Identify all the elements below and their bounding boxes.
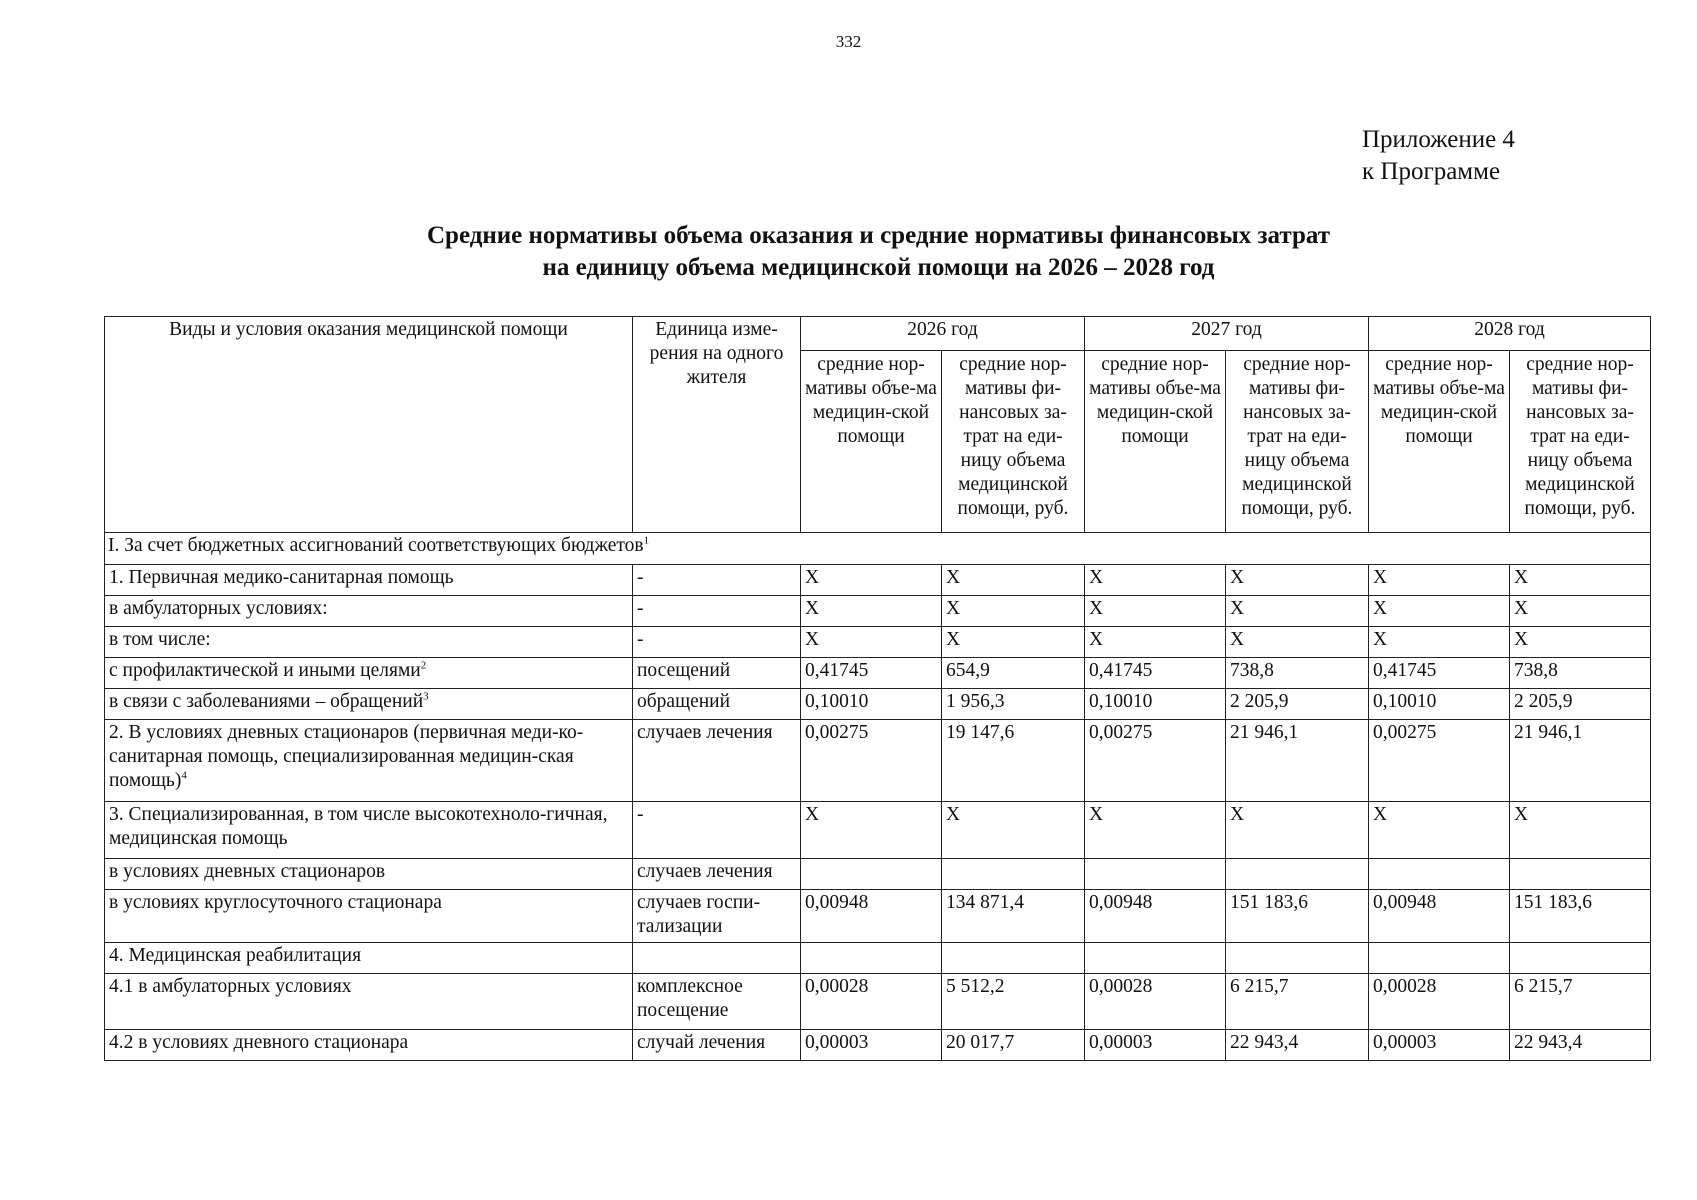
cell-cost-2028: X bbox=[1510, 802, 1651, 859]
cell-volume-2028: X bbox=[1369, 565, 1510, 596]
cell-volume-2027: 0,00275 bbox=[1085, 720, 1226, 802]
cell-volume-2026: 0,00003 bbox=[801, 1030, 942, 1061]
header-year-2027: 2027 год bbox=[1085, 317, 1369, 351]
row-name: 1. Первичная медико-санитарная помощь bbox=[105, 565, 633, 596]
row-name: 4.1 в амбулаторных условиях bbox=[105, 974, 633, 1030]
cell-volume-2027 bbox=[1085, 859, 1226, 890]
header-unit: Единица изме-рения на одного жителя bbox=[633, 317, 801, 533]
cell-cost-2027: X bbox=[1226, 565, 1369, 596]
table-row bbox=[105, 890, 1651, 943]
cell-volume-2026: X bbox=[801, 802, 942, 859]
cell-volume-2026: 0,00275 bbox=[801, 720, 942, 802]
cell-cost-2028: 738,8 bbox=[1510, 658, 1651, 689]
cell-volume-2027: 0,00003 bbox=[1085, 1030, 1226, 1061]
header-cost-2027: средние нор-мативы фи-нансовых за-трат на еди-ницу объема медицинской помощи, руб. bbox=[1226, 351, 1369, 533]
table-row bbox=[105, 974, 1651, 1030]
page-number: 332 bbox=[835, 32, 862, 51]
appendix-line-1: Приложение 4 bbox=[1362, 126, 1515, 153]
cell-volume-2026: 0,10010 bbox=[801, 689, 942, 720]
cell-cost-2026: 1 956,3 bbox=[942, 689, 1085, 720]
header-year-2028: 2028 год bbox=[1369, 317, 1651, 351]
header-types: Виды и условия оказания медицинской помощи bbox=[105, 317, 633, 533]
footnote-mark: 1 bbox=[643, 534, 650, 547]
cell-cost-2026: X bbox=[942, 565, 1085, 596]
row-unit: случаев лечения bbox=[633, 859, 801, 890]
cell-volume-2028: X bbox=[1369, 596, 1510, 627]
appendix-label bbox=[1362, 124, 1515, 188]
cell-volume-2027: 0,41745 bbox=[1085, 658, 1226, 689]
cell-cost-2028: X bbox=[1510, 565, 1651, 596]
row-unit: - bbox=[633, 565, 801, 596]
document-title bbox=[0, 220, 1697, 284]
row-name: 4. Медицинская реабилитация bbox=[105, 943, 633, 974]
header-row-years bbox=[105, 317, 1651, 351]
cell-cost-2026: X bbox=[942, 802, 1085, 859]
row-unit: - bbox=[633, 802, 801, 859]
cell-volume-2028: X bbox=[1369, 802, 1510, 859]
cell-cost-2026: 654,9 bbox=[942, 658, 1085, 689]
cell-volume-2028: 0,00028 bbox=[1369, 974, 1510, 1030]
section-label: I. За счет бюджетных ассигнований соответствующих бюджетов$^1$ bbox=[105, 533, 1651, 565]
cell-cost-2028: 2 205,9 bbox=[1510, 689, 1651, 720]
cell-volume-2027: 0,00948 bbox=[1085, 890, 1226, 943]
row-unit: - bbox=[633, 596, 801, 627]
cell-volume-2026: 0,00028 bbox=[801, 974, 942, 1030]
row-name: в том числе: bbox=[105, 627, 633, 658]
cell-cost-2028 bbox=[1510, 859, 1651, 890]
cell-cost-2026: 19 147,6 bbox=[942, 720, 1085, 802]
row-name: в условиях дневных стационаров bbox=[105, 859, 633, 890]
title-line-2: на единицу объема медицинской помощи на 2026 – 2028 год bbox=[542, 254, 1215, 281]
header-year-2026: 2026 год bbox=[801, 317, 1085, 351]
cell-cost-2026: X bbox=[942, 596, 1085, 627]
cell-volume-2026 bbox=[801, 859, 942, 890]
table-row bbox=[105, 596, 1651, 627]
cell-volume-2026 bbox=[801, 943, 942, 974]
cell-cost-2026: 5 512,2 bbox=[942, 974, 1085, 1030]
header-cost-2026: средние нор-мативы фи-нансовых за-трат на еди-ницу объема медицинской помощи, руб. bbox=[942, 351, 1085, 533]
row-unit bbox=[633, 943, 801, 974]
cell-cost-2028: 22 943,4 bbox=[1510, 1030, 1651, 1061]
cell-cost-2027: 2 205,9 bbox=[1226, 689, 1369, 720]
table-row bbox=[105, 1030, 1651, 1061]
row-name: 3. Специализированная, в том числе высокотехноло-гичная, медицинская помощь bbox=[105, 802, 633, 859]
cell-cost-2027: X bbox=[1226, 802, 1369, 859]
cell-cost-2027: 21 946,1 bbox=[1226, 720, 1369, 802]
cell-cost-2027 bbox=[1226, 859, 1369, 890]
header-cost-2028: средние нор-мативы фи-нансовых за-трат на еди-ницу объема медицинской помощи, руб. bbox=[1510, 351, 1651, 533]
header-volume-2027: средние нор-мативы объе-ма медицин-ской помощи bbox=[1085, 351, 1226, 533]
table-row bbox=[105, 627, 1651, 658]
cell-volume-2028: 0,41745 bbox=[1369, 658, 1510, 689]
cell-cost-2028 bbox=[1510, 943, 1651, 974]
footnote-mark: 2 bbox=[420, 659, 427, 672]
row-unit: обращений bbox=[633, 689, 801, 720]
cell-volume-2028: 0,00275 bbox=[1369, 720, 1510, 802]
cell-volume-2027: X bbox=[1085, 627, 1226, 658]
cell-cost-2027: 151 183,6 bbox=[1226, 890, 1369, 943]
row-unit: случай лечения bbox=[633, 1030, 801, 1061]
cell-volume-2026: X bbox=[801, 565, 942, 596]
cell-cost-2027: X bbox=[1226, 627, 1369, 658]
row-unit: случаев лечения bbox=[633, 720, 801, 802]
table-row bbox=[105, 565, 1651, 596]
row-name: 2. В условиях дневных стационаров (первичная меди-ко-санитарная помощь, специализированная медицин-ская помощь)$^4$ bbox=[105, 720, 633, 802]
cell-cost-2026: X bbox=[942, 627, 1085, 658]
cell-cost-2026 bbox=[942, 943, 1085, 974]
cell-cost-2028: 151 183,6 bbox=[1510, 890, 1651, 943]
table-row bbox=[105, 943, 1651, 974]
cell-cost-2028: X bbox=[1510, 596, 1651, 627]
cell-volume-2026: 0,00948 bbox=[801, 890, 942, 943]
cell-volume-2027: 0,00028 bbox=[1085, 974, 1226, 1030]
cell-volume-2026: X bbox=[801, 596, 942, 627]
norms-table bbox=[104, 316, 1651, 1061]
cell-cost-2027: 6 215,7 bbox=[1226, 974, 1369, 1030]
cell-cost-2027: 22 943,4 bbox=[1226, 1030, 1369, 1061]
cell-cost-2026: 134 871,4 bbox=[942, 890, 1085, 943]
row-unit: посещений bbox=[633, 658, 801, 689]
row-name: с профилактической и иными целями$^2$ bbox=[105, 658, 633, 689]
cell-volume-2027: X bbox=[1085, 565, 1226, 596]
row-unit: случаев госпи-тализации bbox=[633, 890, 801, 943]
table-row bbox=[105, 689, 1651, 720]
cell-cost-2027: 738,8 bbox=[1226, 658, 1369, 689]
cell-volume-2028: 0,10010 bbox=[1369, 689, 1510, 720]
cell-cost-2026: 20 017,7 bbox=[942, 1030, 1085, 1061]
appendix-line-2: к Программе bbox=[1362, 158, 1501, 185]
row-name: в амбулаторных условиях: bbox=[105, 596, 633, 627]
cell-cost-2026 bbox=[942, 859, 1085, 890]
section-row bbox=[105, 533, 1651, 565]
cell-cost-2028: X bbox=[1510, 627, 1651, 658]
table-row bbox=[105, 720, 1651, 802]
cell-volume-2027: 0,10010 bbox=[1085, 689, 1226, 720]
cell-volume-2027 bbox=[1085, 943, 1226, 974]
cell-volume-2028 bbox=[1369, 859, 1510, 890]
header-volume-2028: средние нор-мативы объе-ма медицин-ской помощи bbox=[1369, 351, 1510, 533]
row-name: в условиях круглосуточного стационара bbox=[105, 890, 633, 943]
cell-volume-2028: X bbox=[1369, 627, 1510, 658]
cell-volume-2028: 0,00948 bbox=[1369, 890, 1510, 943]
row-unit: комплексное посещение bbox=[633, 974, 801, 1030]
footnote-mark: 3 bbox=[423, 690, 429, 703]
cell-cost-2027: X bbox=[1226, 596, 1369, 627]
table-row bbox=[105, 802, 1651, 859]
row-name: в связи с заболеваниями – обращений$^3$ bbox=[105, 689, 633, 720]
row-name: 4.2 в условиях дневного стационара bbox=[105, 1030, 633, 1061]
footnote-mark: 4 bbox=[181, 769, 187, 782]
cell-volume-2027: X bbox=[1085, 596, 1226, 627]
cell-volume-2028: 0,00003 bbox=[1369, 1030, 1510, 1061]
row-unit: - bbox=[633, 627, 801, 658]
cell-cost-2028: 6 215,7 bbox=[1510, 974, 1651, 1030]
table-row bbox=[105, 658, 1651, 689]
title-line-1: Средние нормативы объема оказания и средние нормативы финансовых затрат bbox=[426, 222, 1331, 249]
table-row bbox=[105, 859, 1651, 890]
cell-volume-2026: 0,41745 bbox=[801, 658, 942, 689]
cell-volume-2027: X bbox=[1085, 802, 1226, 859]
cell-volume-2026: X bbox=[801, 627, 942, 658]
cell-cost-2028: 21 946,1 bbox=[1510, 720, 1651, 802]
cell-cost-2027 bbox=[1226, 943, 1369, 974]
cell-volume-2028 bbox=[1369, 943, 1510, 974]
header-volume-2026: средние нор-мативы объе-ма медицин-ской помощи bbox=[801, 351, 942, 533]
